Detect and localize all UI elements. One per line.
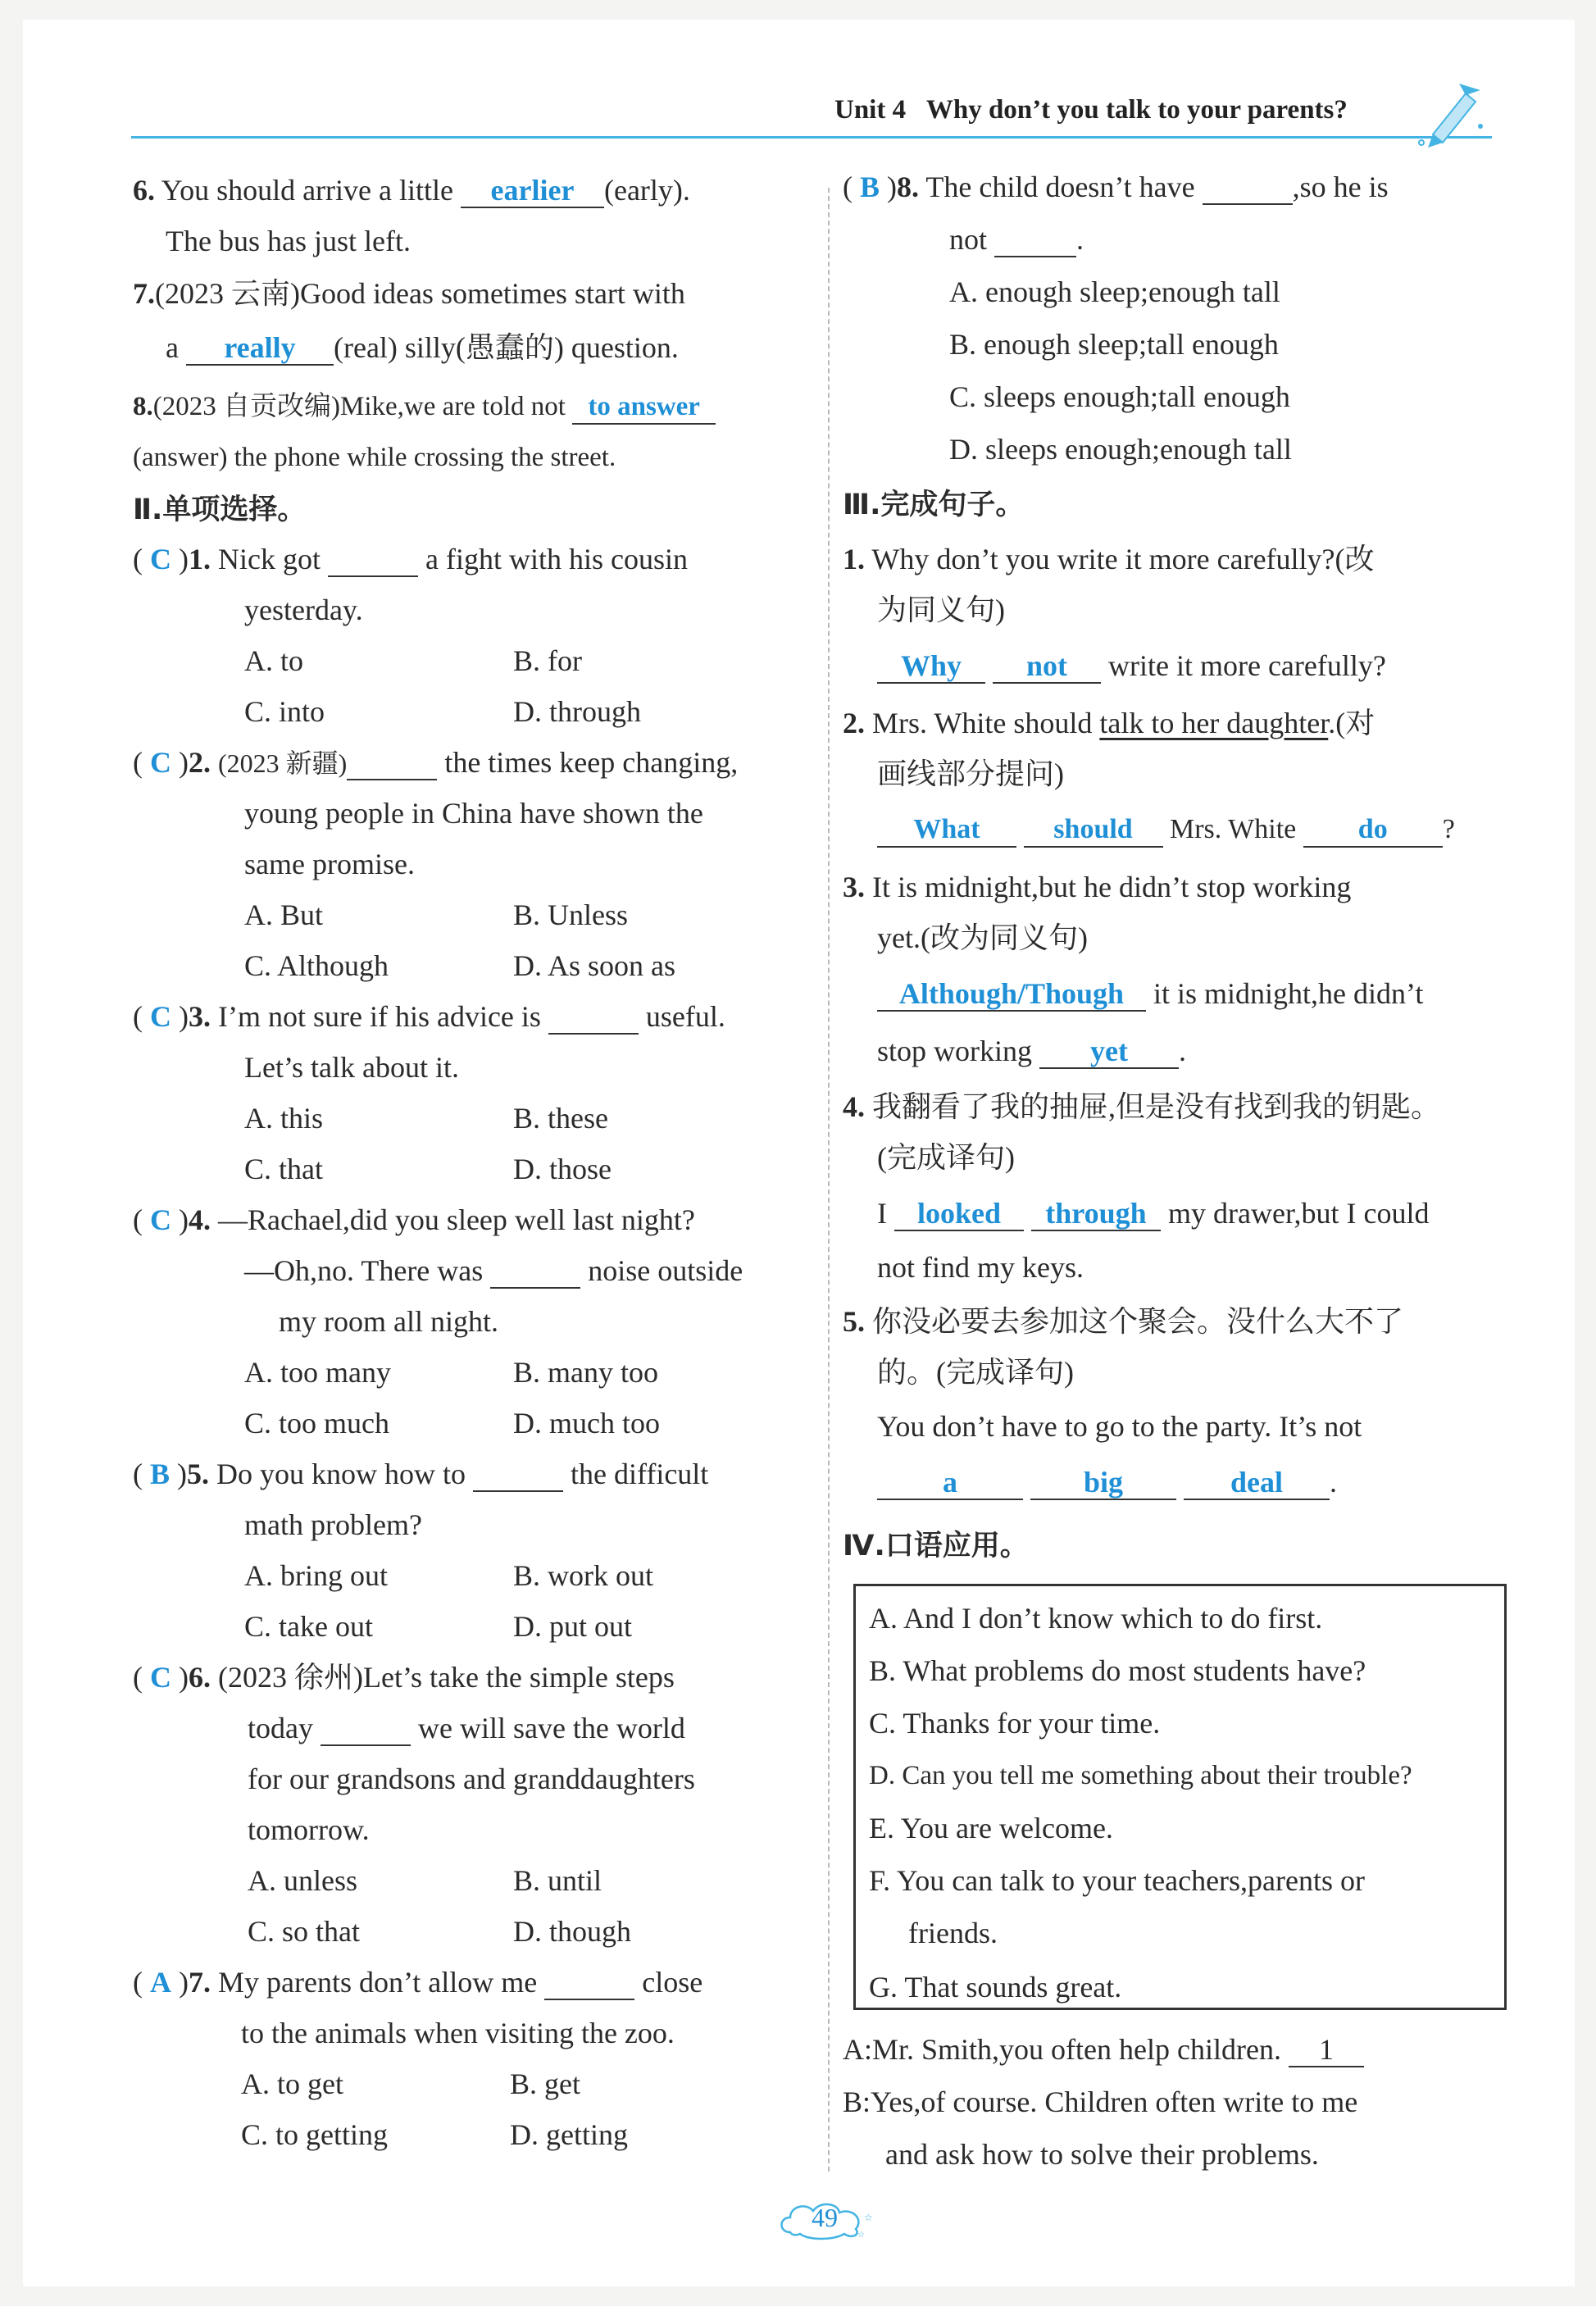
box-option: B. What problems do most students have? (869, 1654, 1366, 1687)
option-a: A. too many (244, 1356, 391, 1389)
option-d: D. much too (513, 1407, 660, 1440)
numbered-blank: 1 (1289, 2033, 1364, 2067)
option-c: C. sleeps enough;tall enough (949, 380, 1290, 413)
q7-line2: a really (real) silly(愚蠢的) question. (166, 331, 679, 364)
option-d: D. As soon as (513, 949, 676, 982)
unit-title: Why don’t you talk to your parents? (925, 95, 1348, 125)
mc-answer: C (150, 1661, 171, 1694)
box-option: G. That sounds great. (869, 1971, 1122, 2004)
answer-blank: big (1030, 1466, 1176, 1500)
option-b: B. these (513, 1102, 608, 1135)
mc6-line1: ( C )6. (2023 徐州)Let’s take the simple steps (133, 1661, 675, 1694)
answer-blank: What (877, 813, 1016, 848)
page-number: ☆ ☆ 49 (775, 2196, 874, 2242)
mc-answer: A (150, 1966, 171, 1999)
option-a: A. enough sleep;enough tall (949, 275, 1280, 308)
option-c: C. so that (248, 1915, 361, 1948)
mc-answer: C (150, 746, 171, 779)
running-header (834, 95, 1348, 125)
section-2-heading: Ⅱ.单项选择。 (133, 493, 307, 526)
answer-blank: Why (877, 649, 985, 684)
option-d: D. getting (510, 2118, 628, 2151)
answer-blank: through (1031, 1197, 1161, 1231)
option-c: C. take out (244, 1610, 373, 1643)
answer-blank: should (1024, 813, 1163, 848)
mc7-line1: ( A )7. My parents don’t allow me close (133, 1966, 703, 1999)
option-b: B. many too (513, 1356, 658, 1389)
option-d: D. through (513, 695, 641, 728)
answer-blank: earlier (461, 174, 604, 208)
option-c: C. that (244, 1153, 323, 1185)
box-option: friends. (908, 1917, 998, 1949)
answer-blank: looked (894, 1197, 1024, 1231)
mc3-line1: ( C )3. I’m not sure if his advice is useful. (133, 1000, 725, 1033)
unit-label: Unit 4 (834, 95, 907, 125)
section-4-heading: Ⅳ.口语应用。 (843, 1530, 1029, 1562)
answer-blank: deal (1184, 1466, 1330, 1500)
option-b: B. Unless (513, 898, 629, 931)
option-b: B. get (510, 2067, 580, 2100)
option-b: B. work out (513, 1559, 653, 1592)
mc-answer: C (150, 543, 171, 575)
mc4-line1: ( C )4. —Rachael,did you sleep well last night? (133, 1203, 695, 1236)
mc1-line1: ( C )1. Nick got a fight with his cousin (133, 543, 688, 575)
workbook-page: Unit 4 Why don’t you talk to your parents? 6. You should arrive a little earlier (early). The bus has just left. 7.(2023 云南)Good ideas sometimes start with a really (real) silly(愚蠢的) question. 8.(2023 自贡改编)Mike,we are told not to answer (answer) the phone while crossing the street. Ⅱ.单项选择。 ( C )1. Nick got a fight with his cousin yesterday. A. to B. for C. into D. through ( C )2. (2023 新疆) the times keep changing, young people in China have shown the same promise. A. But B. Unless C. Although D. As soon as ( C )3. I’m not sure if his advice is useful. Let’s talk about it. A. this B. these C. that D. those ( C )4. —Rachael,did you sleep well last night? —Oh,no. There was noise outside my room all night. A. too many B. many too C. too much D. much too ( B )5. Do you know how to the difficult math problem? A. bring out B. work out C. take out D. put out ( C )6. (2023 徐州)Let’s take the simple steps today we will save the world for our grandsons and granddaughters tomorrow. A. unless B. until C. so that D. though ( A )7. My parents don’t allow me close to the animals when visiting the zoo. A. to get B. get C. to getting D. getting ( B )8. The child doesn’t have ,so he is not . A. enough sleep;enough tall B. enough sleep;tall enough C. sleeps enough;tall enough D. sleeps enough;enough tall Ⅲ.完成句子。 1. Why don’t you write it more carefully?(改 为同义句) Why not write it more carefully? 2. Mrs. White should talk to her daughter.(对 画线部分提问) What should Mrs. White do ? 3. It is midnight,but he didn’t stop working yet.(改为同义句) Although/Though it is midnight,he didn’t stop working yet . 4. 我翻看了我的抽屉,但是没有找到我的钥匙。 (完成译句) I looked through my drawer,but I could not find my keys. 5. 你没必要去参加这个聚会。没什么大不了 的。(完成译句) You don’t have to go to the party. It’s not a big deal . Ⅳ.口语应用。 A. And I don’t know which to do first. B. What problems do most students have? C. Thanks for your time. D. Can you tell me something about their trouble? E. You are welcome. F. You can talk to your teachers,parents or friends. G. That sounds great. A:Mr. Smith,you often help children. 1 B:Yes,of course. Children often write to me and ask how to solve their problems. ☆ ☆ 49 (23, 20, 1575, 2286)
answer-blank: a (877, 1466, 1023, 1500)
underlined-phrase: talk to her daughter (1099, 707, 1329, 739)
option-b: B. enough sleep;tall enough (949, 328, 1279, 361)
box-option: F. You can talk to your teachers,parents or (869, 1864, 1365, 1897)
option-b: B. for (513, 644, 582, 677)
option-a: A. But (244, 898, 324, 931)
q7-line1: 7.(2023 云南)Good ideas sometimes start with (133, 277, 685, 310)
dialogue-line-b: B:Yes,of course. Children often write to me (843, 2085, 1358, 2118)
option-d: D. sleeps enough;enough tall (949, 433, 1292, 466)
option-b: B. until (513, 1864, 602, 1897)
pencil-icon (1416, 77, 1490, 151)
svg-text:☆: ☆ (864, 2212, 873, 2223)
option-a: A. bring out (244, 1559, 388, 1592)
answer-blank: do (1303, 813, 1443, 848)
column-divider (828, 188, 830, 2172)
q8-line2: (answer) the phone while crossing the street. (133, 443, 616, 472)
box-option: E. You are welcome. (869, 1812, 1113, 1844)
mc-answer: B (860, 171, 880, 203)
q8-line1: 8.(2023 自贡改编)Mike,we are told not to answer (133, 389, 716, 425)
option-a: A. to get (241, 2067, 343, 2100)
box-option: D. Can you tell me something about their trouble? (869, 1761, 1412, 1790)
option-a: A. to (244, 644, 303, 677)
box-option: A. And I don’t know which to do first. (869, 1602, 1323, 1635)
section-3-heading: Ⅲ.完成句子。 (843, 489, 1025, 521)
answer-blank: really (186, 331, 334, 366)
mc5-line1: ( B )5. Do you know how to the difficult (133, 1458, 709, 1490)
option-a: A. this (244, 1102, 324, 1135)
option-a: A. unless (248, 1864, 357, 1897)
mc2-line1: ( C )2. (2023 新疆) the times keep changing, (133, 746, 739, 779)
box-option: C. Thanks for your time. (869, 1707, 1161, 1740)
option-c: C. into (244, 695, 325, 728)
svg-text:☆: ☆ (857, 2231, 865, 2240)
answer-blank: yet (1039, 1035, 1179, 1069)
answer-blank: to answer (572, 390, 716, 425)
q6-line2: The bus has just left. (166, 225, 411, 257)
dialogue-line-a: A:Mr. Smith,you often help children. 1 (843, 2031, 1364, 2067)
option-c: C. too much (244, 1407, 389, 1440)
option-d: D. those (513, 1153, 612, 1185)
header-rule (131, 136, 1492, 139)
option-d: D. though (513, 1915, 631, 1948)
answer-blank: Although/Though (877, 977, 1146, 1012)
option-c: C. to getting (241, 2118, 388, 2151)
mc-answer: B (150, 1458, 171, 1490)
option-c: C. Although (244, 949, 389, 982)
option-d: D. put out (513, 1610, 633, 1643)
mc-answer: C (150, 1000, 171, 1033)
mc-answer: C (150, 1203, 171, 1236)
answer-blank: not (993, 649, 1101, 684)
mc8-line1: ( B )8. The child doesn’t have ,so he is (843, 171, 1389, 203)
q6-line1: 6. You should arrive a little earlier (early). (133, 174, 690, 207)
